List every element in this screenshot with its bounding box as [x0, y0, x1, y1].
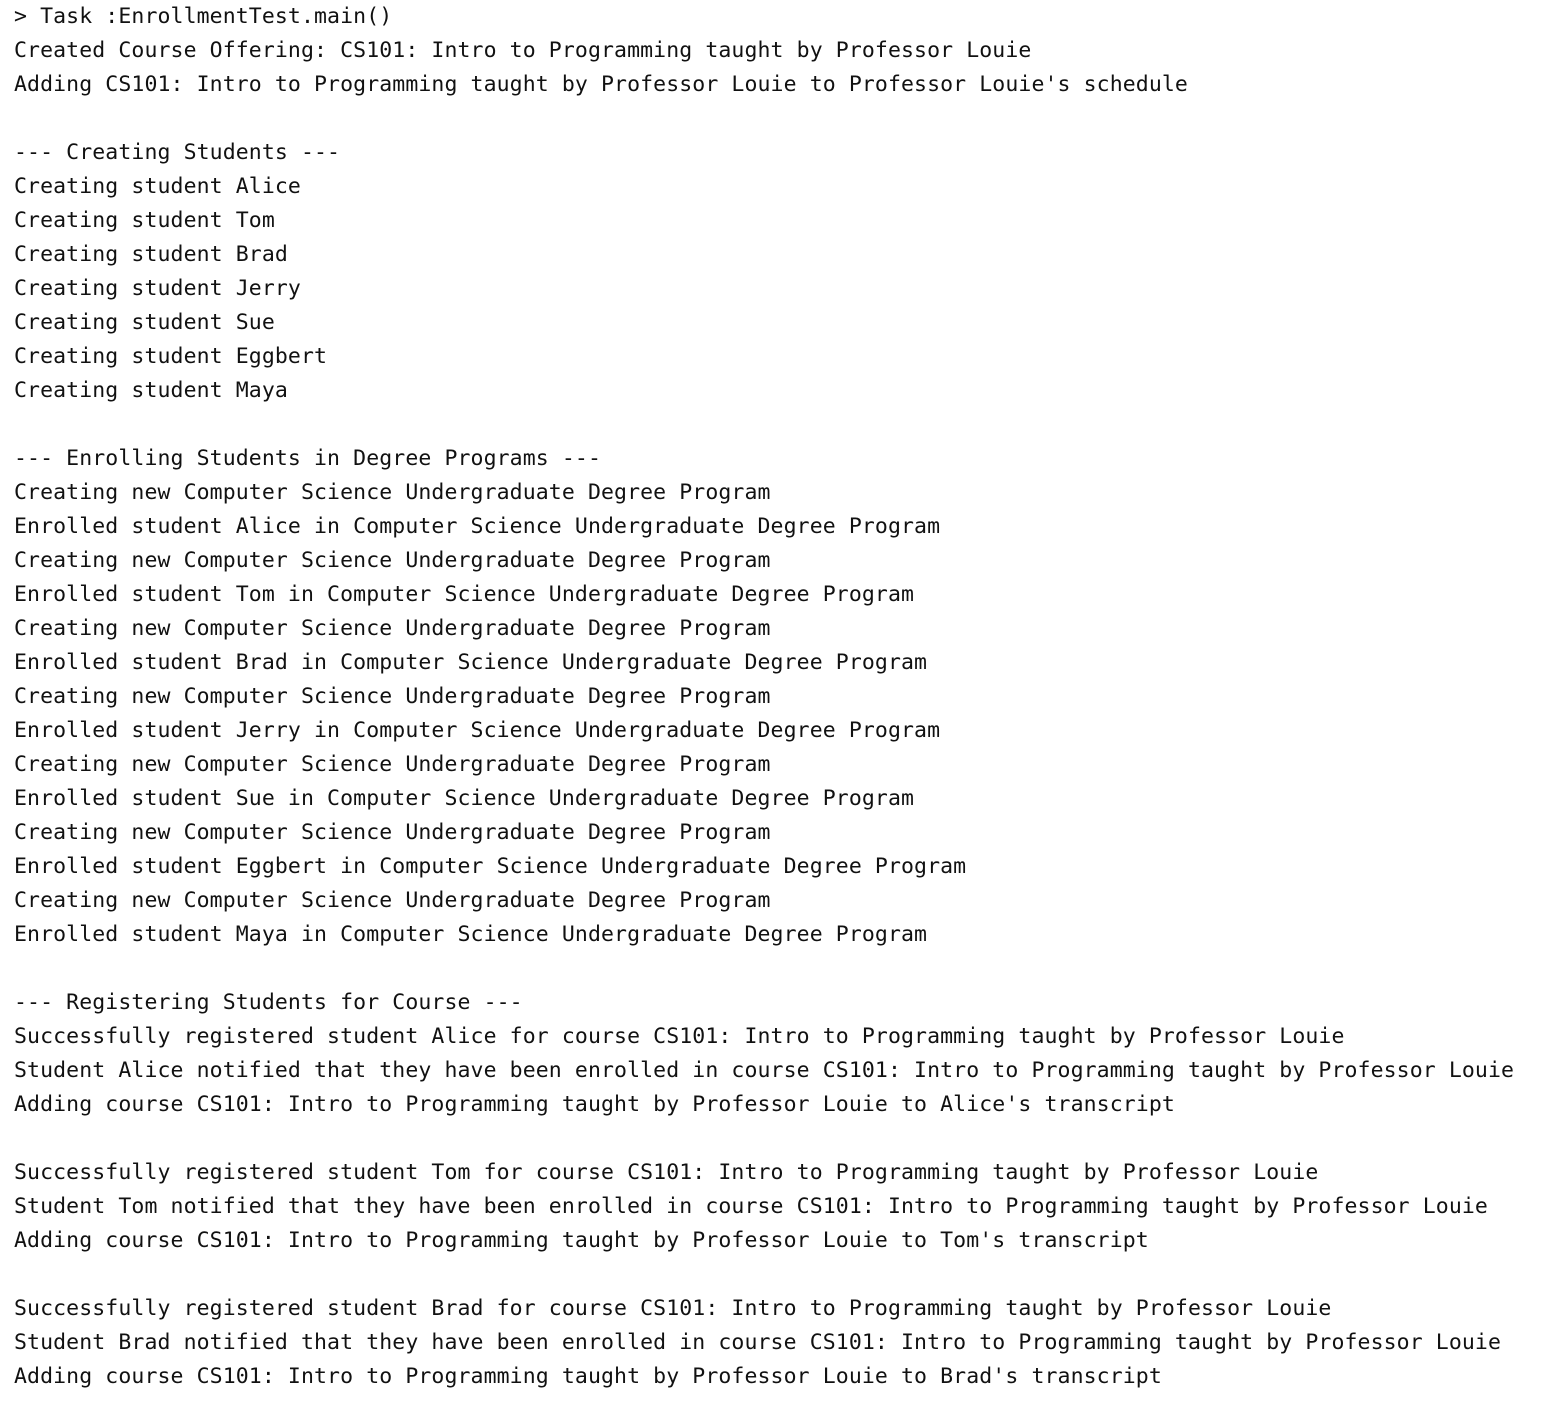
console-line: Adding course CS101: Intro to Programming taught by Professor Louie to Tom's transcript — [14, 1228, 1149, 1253]
console-line: Successfully registered student Alice for course CS101: Intro to Programming taught by Professor Louie — [14, 1024, 1345, 1049]
console-blank-line — [14, 952, 1550, 986]
console-line: Successfully registered student Brad for course CS101: Intro to Programming taught by Professor Louie — [14, 1296, 1332, 1321]
console-blank-line — [14, 102, 1550, 136]
console-line: Creating student Sue — [14, 310, 275, 335]
console-line-task: > Task :EnrollmentTest.main() — [14, 4, 393, 29]
section-header-creating-students: --- Creating Students --- — [14, 140, 341, 165]
console-line: Creating student Jerry — [14, 276, 301, 301]
console-line: Creating new Computer Science Undergraduate Degree Program — [14, 820, 771, 845]
console-line: Adding CS101: Intro to Programming taught by Professor Louie to Professor Louie's schedule — [14, 72, 1188, 97]
console-line: Student Brad notified that they have been enrolled in course CS101: Intro to Programming taught by Professor Louie — [14, 1330, 1502, 1355]
console-line: Adding course CS101: Intro to Programming taught by Professor Louie to Alice's transcript — [14, 1092, 1175, 1117]
console-line: Enrolled student Sue in Computer Science Undergraduate Degree Program — [14, 786, 915, 811]
console-line: Creating new Computer Science Undergraduate Degree Program — [14, 616, 771, 641]
console-blank-line — [14, 1122, 1550, 1156]
console-line: Creating new Computer Science Undergraduate Degree Program — [14, 752, 771, 777]
console-blank-line — [14, 408, 1550, 442]
console-line: Enrolled student Alice in Computer Science Undergraduate Degree Program — [14, 514, 941, 539]
console-blank-line — [14, 1258, 1550, 1292]
console-line: Created Course Offering: CS101: Intro to Programming taught by Professor Louie — [14, 38, 1032, 63]
console-line: Creating new Computer Science Undergraduate Degree Program — [14, 480, 771, 505]
console-line: Enrolled student Maya in Computer Science Undergraduate Degree Program — [14, 922, 928, 947]
console-line: Creating student Maya — [14, 378, 288, 403]
console-line: Enrolled student Tom in Computer Science Undergraduate Degree Program — [14, 582, 915, 607]
section-header-registering-students: --- Registering Students for Course --- — [14, 990, 523, 1015]
console-line: Student Tom notified that they have been enrolled in course CS101: Intro to Programming taught by Professor Louie — [14, 1194, 1488, 1219]
console-line: Creating new Computer Science Undergraduate Degree Program — [14, 684, 771, 709]
console-line: Creating student Brad — [14, 242, 288, 267]
console-output — [14, 0, 1550, 1394]
console-line: Adding course CS101: Intro to Programming taught by Professor Louie to Brad's transcript — [14, 1364, 1162, 1389]
console-line: Enrolled student Brad in Computer Science Undergraduate Degree Program — [14, 650, 928, 675]
console-line: Enrolled student Jerry in Computer Science Undergraduate Degree Program — [14, 718, 941, 743]
console-line: Enrolled student Eggbert in Computer Science Undergraduate Degree Program — [14, 854, 967, 879]
console-line: Creating new Computer Science Undergraduate Degree Program — [14, 548, 771, 573]
console-line: Student Alice notified that they have been enrolled in course CS101: Intro to Programming taught by Professor Louie — [14, 1058, 1515, 1083]
section-header-enrolling-students: --- Enrolling Students in Degree Programs --- — [14, 446, 601, 471]
console-line: Creating new Computer Science Undergraduate Degree Program — [14, 888, 771, 913]
console-line: Creating student Tom — [14, 208, 275, 233]
console-line: Creating student Alice — [14, 174, 301, 199]
console-line: Creating student Eggbert — [14, 344, 328, 369]
console-line: Successfully registered student Tom for course CS101: Intro to Programming taught by Professor Louie — [14, 1160, 1319, 1185]
